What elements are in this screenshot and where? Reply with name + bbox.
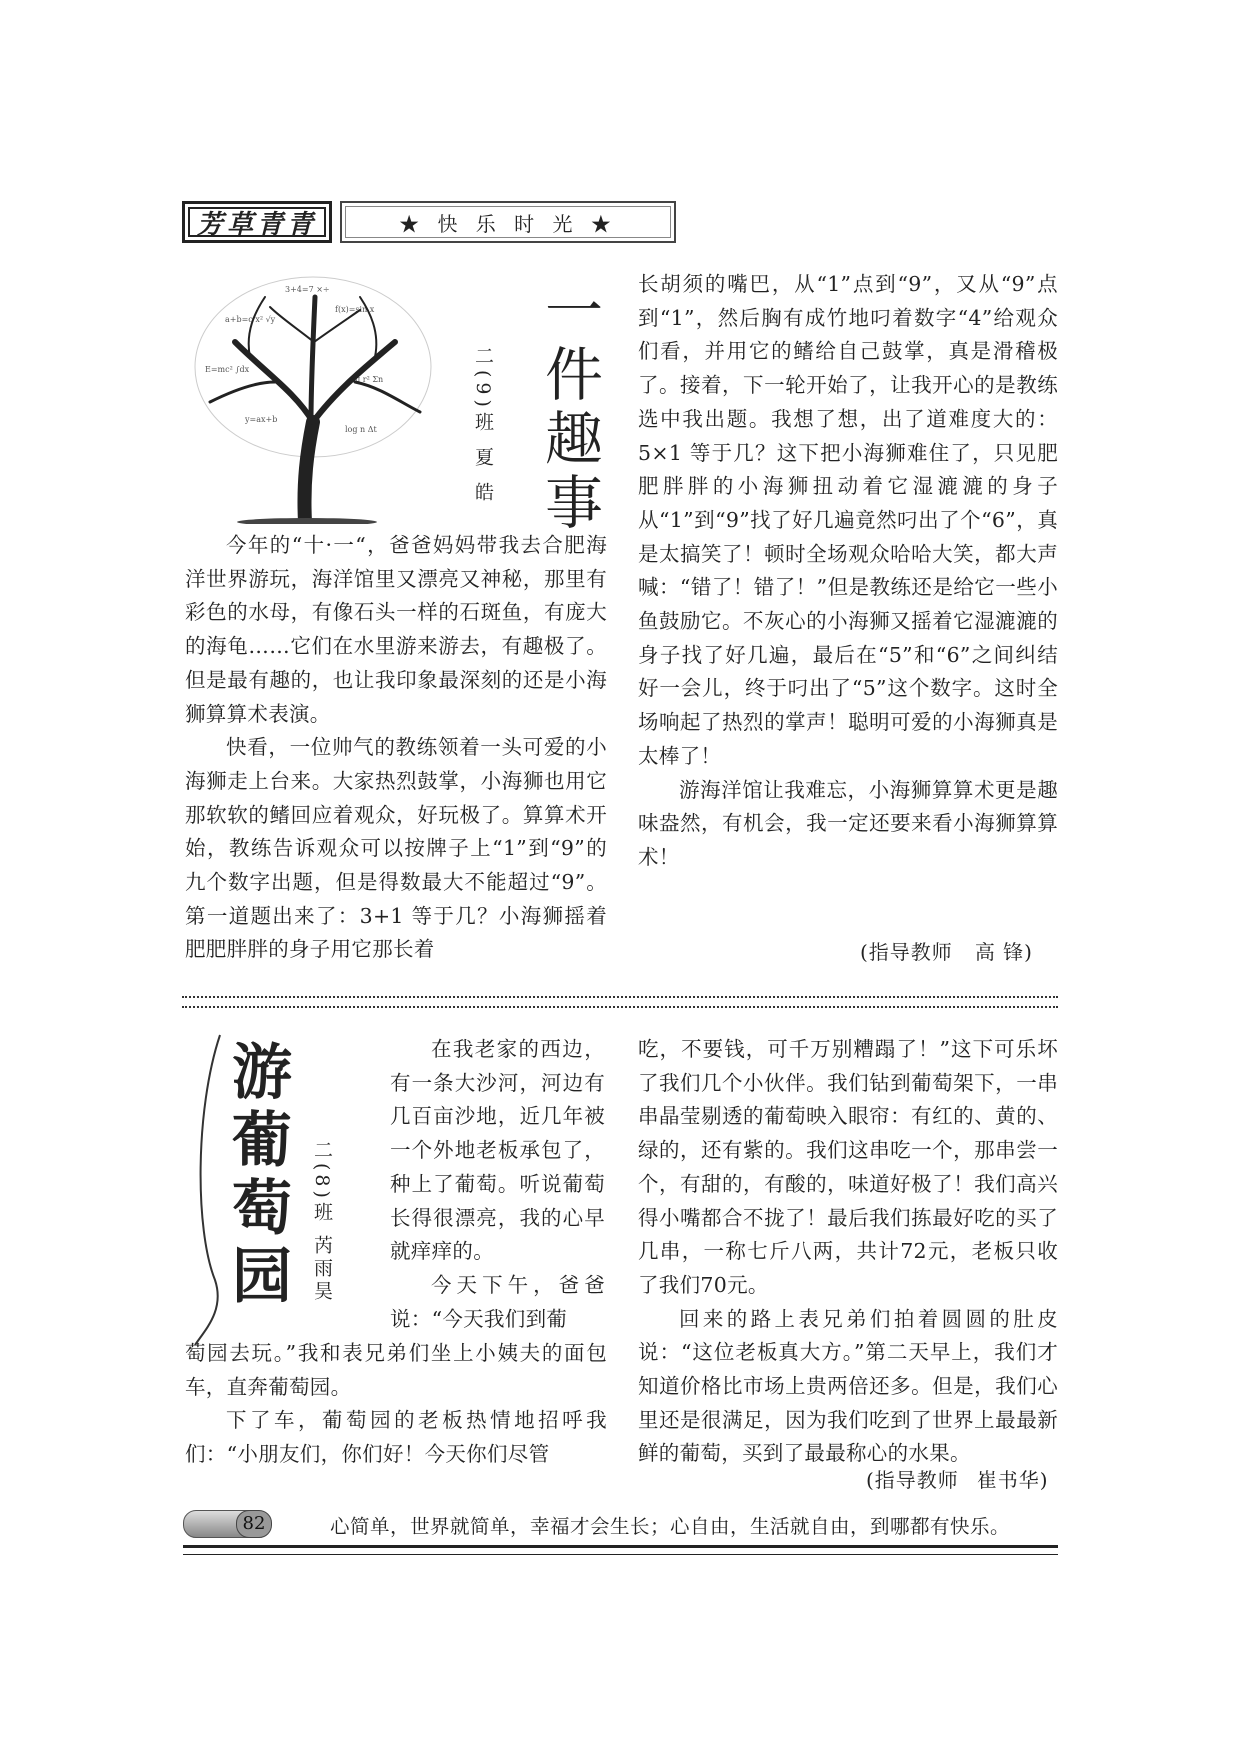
- article1-teacher: [860, 936, 1033, 965]
- svg-text:3+4=7 ×÷: 3+4=7 ×÷: [285, 285, 330, 294]
- teacher-label: (指导教师: [866, 1468, 959, 1492]
- article1-title: 一件趣事: [535, 280, 603, 536]
- footer-motto: 心简单，世界就简单，幸福才会生长；心自由，生活就自由，到哪都有快乐。: [330, 1515, 1011, 1538]
- svg-text:y=ax+b: y=ax+b: [245, 415, 278, 424]
- article1-paragraph: 快看，一位帅气的教练领着一头可爱的小海狮走上台来。大家热烈鼓掌，小海狮也用它那软软的鳍回应着观众，好玩极了。算算术开始，教练告诉观众可以按牌子上“1”到“9”的九个数字出题，但是得数最大不能超过“9”。第一道题出来了：3+1 等于几？小海狮摇着肥肥胖胖的身子用它那长着: [185, 735, 607, 962]
- article2-title: 游葡萄园: [222, 1040, 292, 1312]
- article1-paragraph: 长胡须的嘴巴，从“1”点到“9”，又从“9”点到“1”，然后胸有成竹地叼着数字“4”给观众们看，并用它的鳍给自己鼓掌，真是滑稽极了。接着，下一轮开始了，让我开心的是教练选中我出题。我想了想，出了道难度大的：5×1 等于几？这下把小海狮难住了，只见肥肥胖胖的小海狮扭动着它湿漉漉的身子从“1”到“9”找了好几遍竟然叼出了个“6”，真是太搞笑了！顿时全场观众哈哈大笑，都大声喊：“错了！错了！”但是教练还是给它一些小鱼鼓励它。不灰心的小海狮又摇着它湿漉漉的身子找了好几遍，最后在“5”和“6”之间纠结好一会儿，终于叼出了“5”这个数字。这时全场响起了热烈的掌声！聪明可爱的小海狮真是太棒了！: [638, 272, 1058, 768]
- article1-author: 二(9)班 夏 皓: [472, 346, 494, 506]
- article1-paragraph: 游海洋馆让我难忘，小海狮算算术更是趣味盎然，有机会，我一定还要来看小海狮算算术！: [638, 777, 1058, 869]
- article2-paragraph: 今天下午，爸爸说：“今天我们到葡: [390, 1272, 605, 1331]
- article2-paragraph: 在我老家的西边，有一条大沙河，河边有几百亩沙地，近几年被一个外地老板承包了，种上了葡萄。听说葡萄长得很漂亮，我的心早就痒痒的。: [390, 1037, 605, 1264]
- tree-illustration: [185, 272, 440, 524]
- article2-paragraph: 下了车，葡萄园的老板热情地招呼我们：“小朋友们，你们好！今天你们尽管: [185, 1408, 607, 1467]
- section-name-box: ★ 快 乐 时 光 ★: [340, 201, 676, 243]
- article2-left-bottom-column: [185, 1337, 607, 1472]
- page-number: 82: [236, 1510, 272, 1538]
- article2-left-top-column: [390, 1033, 605, 1336]
- article1-right-column: [638, 268, 1058, 875]
- footer-rule: [183, 1545, 1058, 1555]
- svg-text:log n Δt: log n Δt: [345, 425, 377, 434]
- article2-right-column: [638, 1033, 1058, 1471]
- column-name-box: 芳草青青: [182, 201, 332, 243]
- article2-teacher: [866, 1464, 1049, 1493]
- article2-paragraph: 萄园去玩。”我和表兄弟们坐上小姨夫的面包车，直奔葡萄园。: [185, 1341, 607, 1399]
- svg-text:π r² Σn: π r² Σn: [355, 375, 384, 384]
- teacher-name: 高 锋): [974, 940, 1033, 964]
- article-divider: [182, 996, 1058, 1008]
- article1-left-column: [185, 529, 607, 967]
- svg-text:a+b=c x² √y: a+b=c x² √y: [225, 315, 276, 324]
- teacher-label: (指导教师: [860, 940, 953, 964]
- article1-paragraph: 今年的“十·一“，爸爸妈妈带我去合肥海洋世界游玩，海洋馆里又漂亮又神秘，那里有彩色的水母，有像石头一样的石斑鱼，有庞大的海龟……它们在水里游来游去，有趣极了。但是最有趣的，也让我印象最深刻的还是小海狮算算术表演。: [185, 533, 607, 726]
- article2-author: 二(8)班 芮雨昊: [311, 1140, 333, 1304]
- article2-paragraph: 回来的路上表兄弟们拍着圆圆的肚皮说：“这位老板真大方。”第二天早上，我们才知道价格比市场上贵两倍还多。但是，我们心里还是很满足，因为我们吃到了世界上最最新鲜的葡萄，买到了最最称心的水果。: [638, 1306, 1058, 1466]
- svg-text:E=mc² ∫dx: E=mc² ∫dx: [205, 365, 250, 374]
- teacher-name: 崔书华): [976, 1468, 1049, 1492]
- svg-text:f(x)=sin x: f(x)=sin x: [335, 305, 375, 314]
- article2-paragraph: 吃，不要钱，可千万别糟蹋了！”这下可乐坏了我们几个小伙伴。我们钻到葡萄架下，一串串晶莹剔透的葡萄映入眼帘：有红的、黄的、绿的，还有紫的。我们这串吃一个，那串尝一个，有甜的，有酸的，味道好极了！我们高兴得小嘴都合不拢了！最后我们拣最好吃的买了几串，一称七斤八两，共计72元，老板只收了我们70元。: [638, 1037, 1058, 1297]
